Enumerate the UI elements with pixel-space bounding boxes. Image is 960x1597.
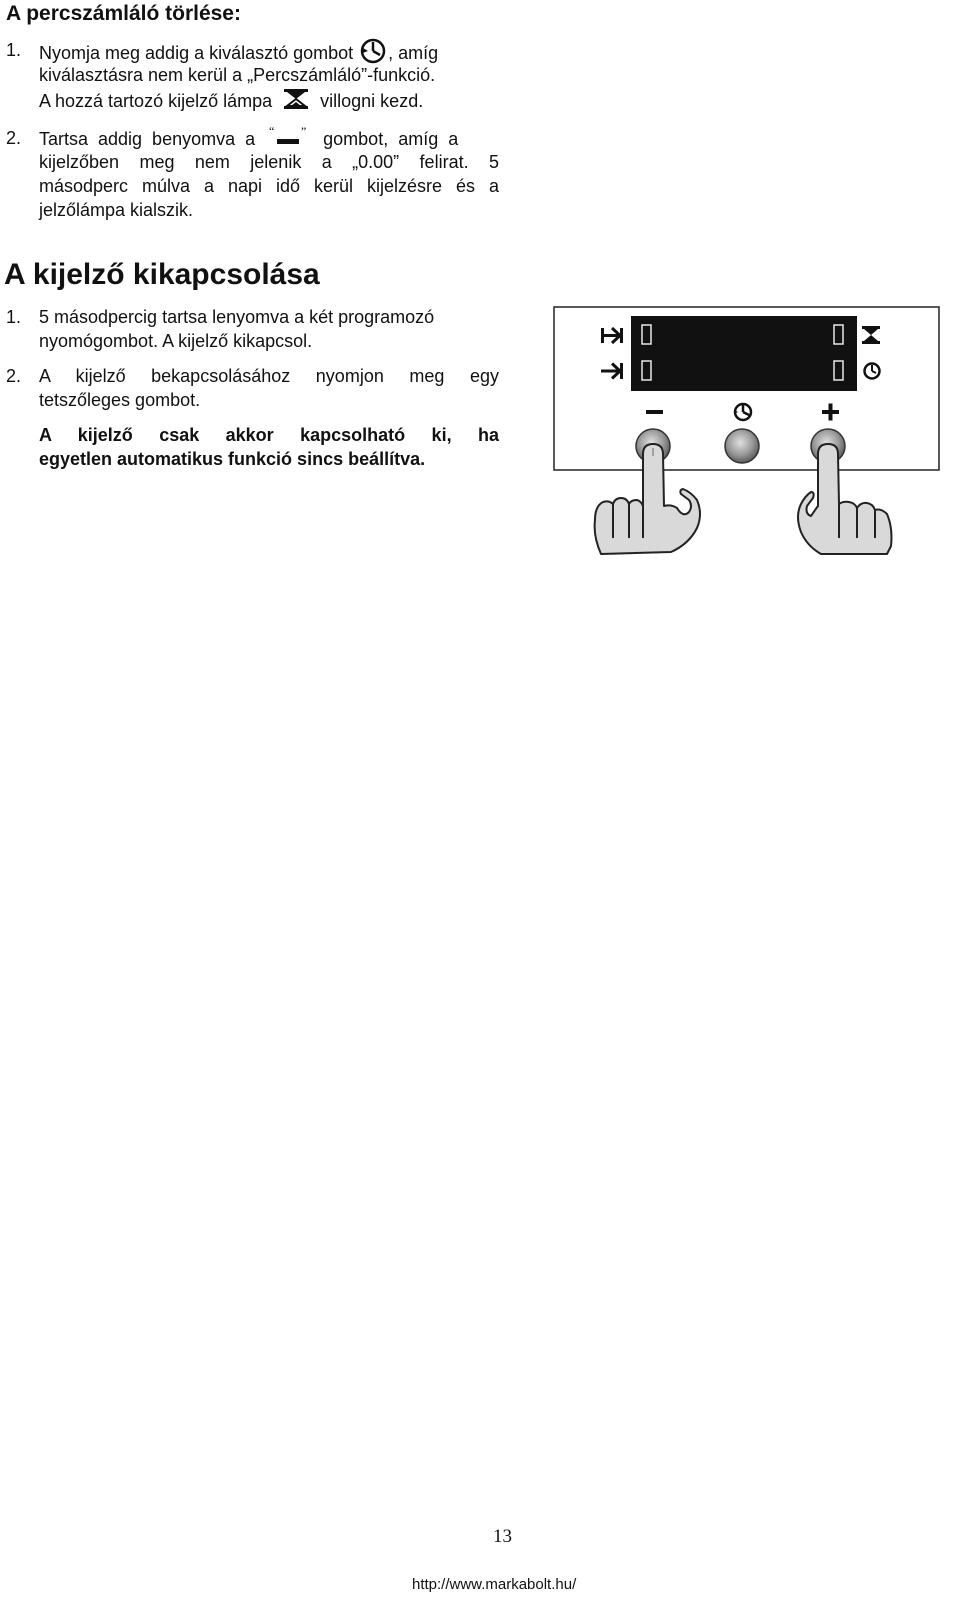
step-line: kiválasztásra nem kerül a „Percszámláló”-funkció. <box>39 65 436 85</box>
note-line: egyetlen automatikus funkció sincs beállítva. <box>39 449 426 469</box>
step-line: nyomógombot. A kijelző kikapcsol. <box>39 331 313 351</box>
control-panel-illustration <box>553 306 941 558</box>
step-line: Nyomja meg addig a kiválasztó gombot , amíg <box>39 38 499 71</box>
step-line: másodperc múlva a napi idő kerül kijelzésre és a <box>39 176 499 196</box>
svg-text:“: “ <box>269 126 275 138</box>
note <box>0 423 520 473</box>
step-line: A kijelző bekapcsolásához nyomjon meg egy <box>39 366 499 386</box>
note-line: A kijelző csak akkor kapcsolható ki, ha <box>39 425 499 445</box>
step-line: A hozzá tartozó kijelző lámpa villogni kezd. <box>39 88 499 117</box>
step-1 <box>0 38 520 118</box>
step-number: 1. <box>6 307 22 327</box>
selector-button[interactable] <box>725 429 759 463</box>
step-line: jelzőlámpa kialszik. <box>39 200 194 220</box>
svg-text:”: ” <box>301 126 307 138</box>
minus-icon <box>646 410 663 414</box>
step-line: Tartsa addig benyomva a “ ” gombot, amíg a <box>39 126 499 155</box>
step-number: 2. <box>6 366 22 386</box>
step-1 <box>0 305 520 355</box>
step-number: 2. <box>6 128 22 148</box>
footer-url: http://www.markabolt.hu/ <box>412 1576 577 1593</box>
section-title-display-off: A kijelző kikapcsolása <box>4 258 320 291</box>
step-number: 1. <box>6 40 22 60</box>
step-2 <box>0 364 520 414</box>
step-line: 5 másodpercig tartsa lenyomva a két programozó <box>39 307 435 327</box>
page-number: 13 <box>493 1526 512 1547</box>
display-screen <box>631 316 857 391</box>
section-title-timer-reset: A percszámláló törlése: <box>6 2 241 25</box>
step-line: tetszőleges gombot. <box>39 390 201 410</box>
step-line: kijelzőben meg nem jelenik a „0.00” felirat. 5 <box>39 152 499 172</box>
hourglass-icon <box>283 88 309 117</box>
step-2 <box>0 126 520 226</box>
